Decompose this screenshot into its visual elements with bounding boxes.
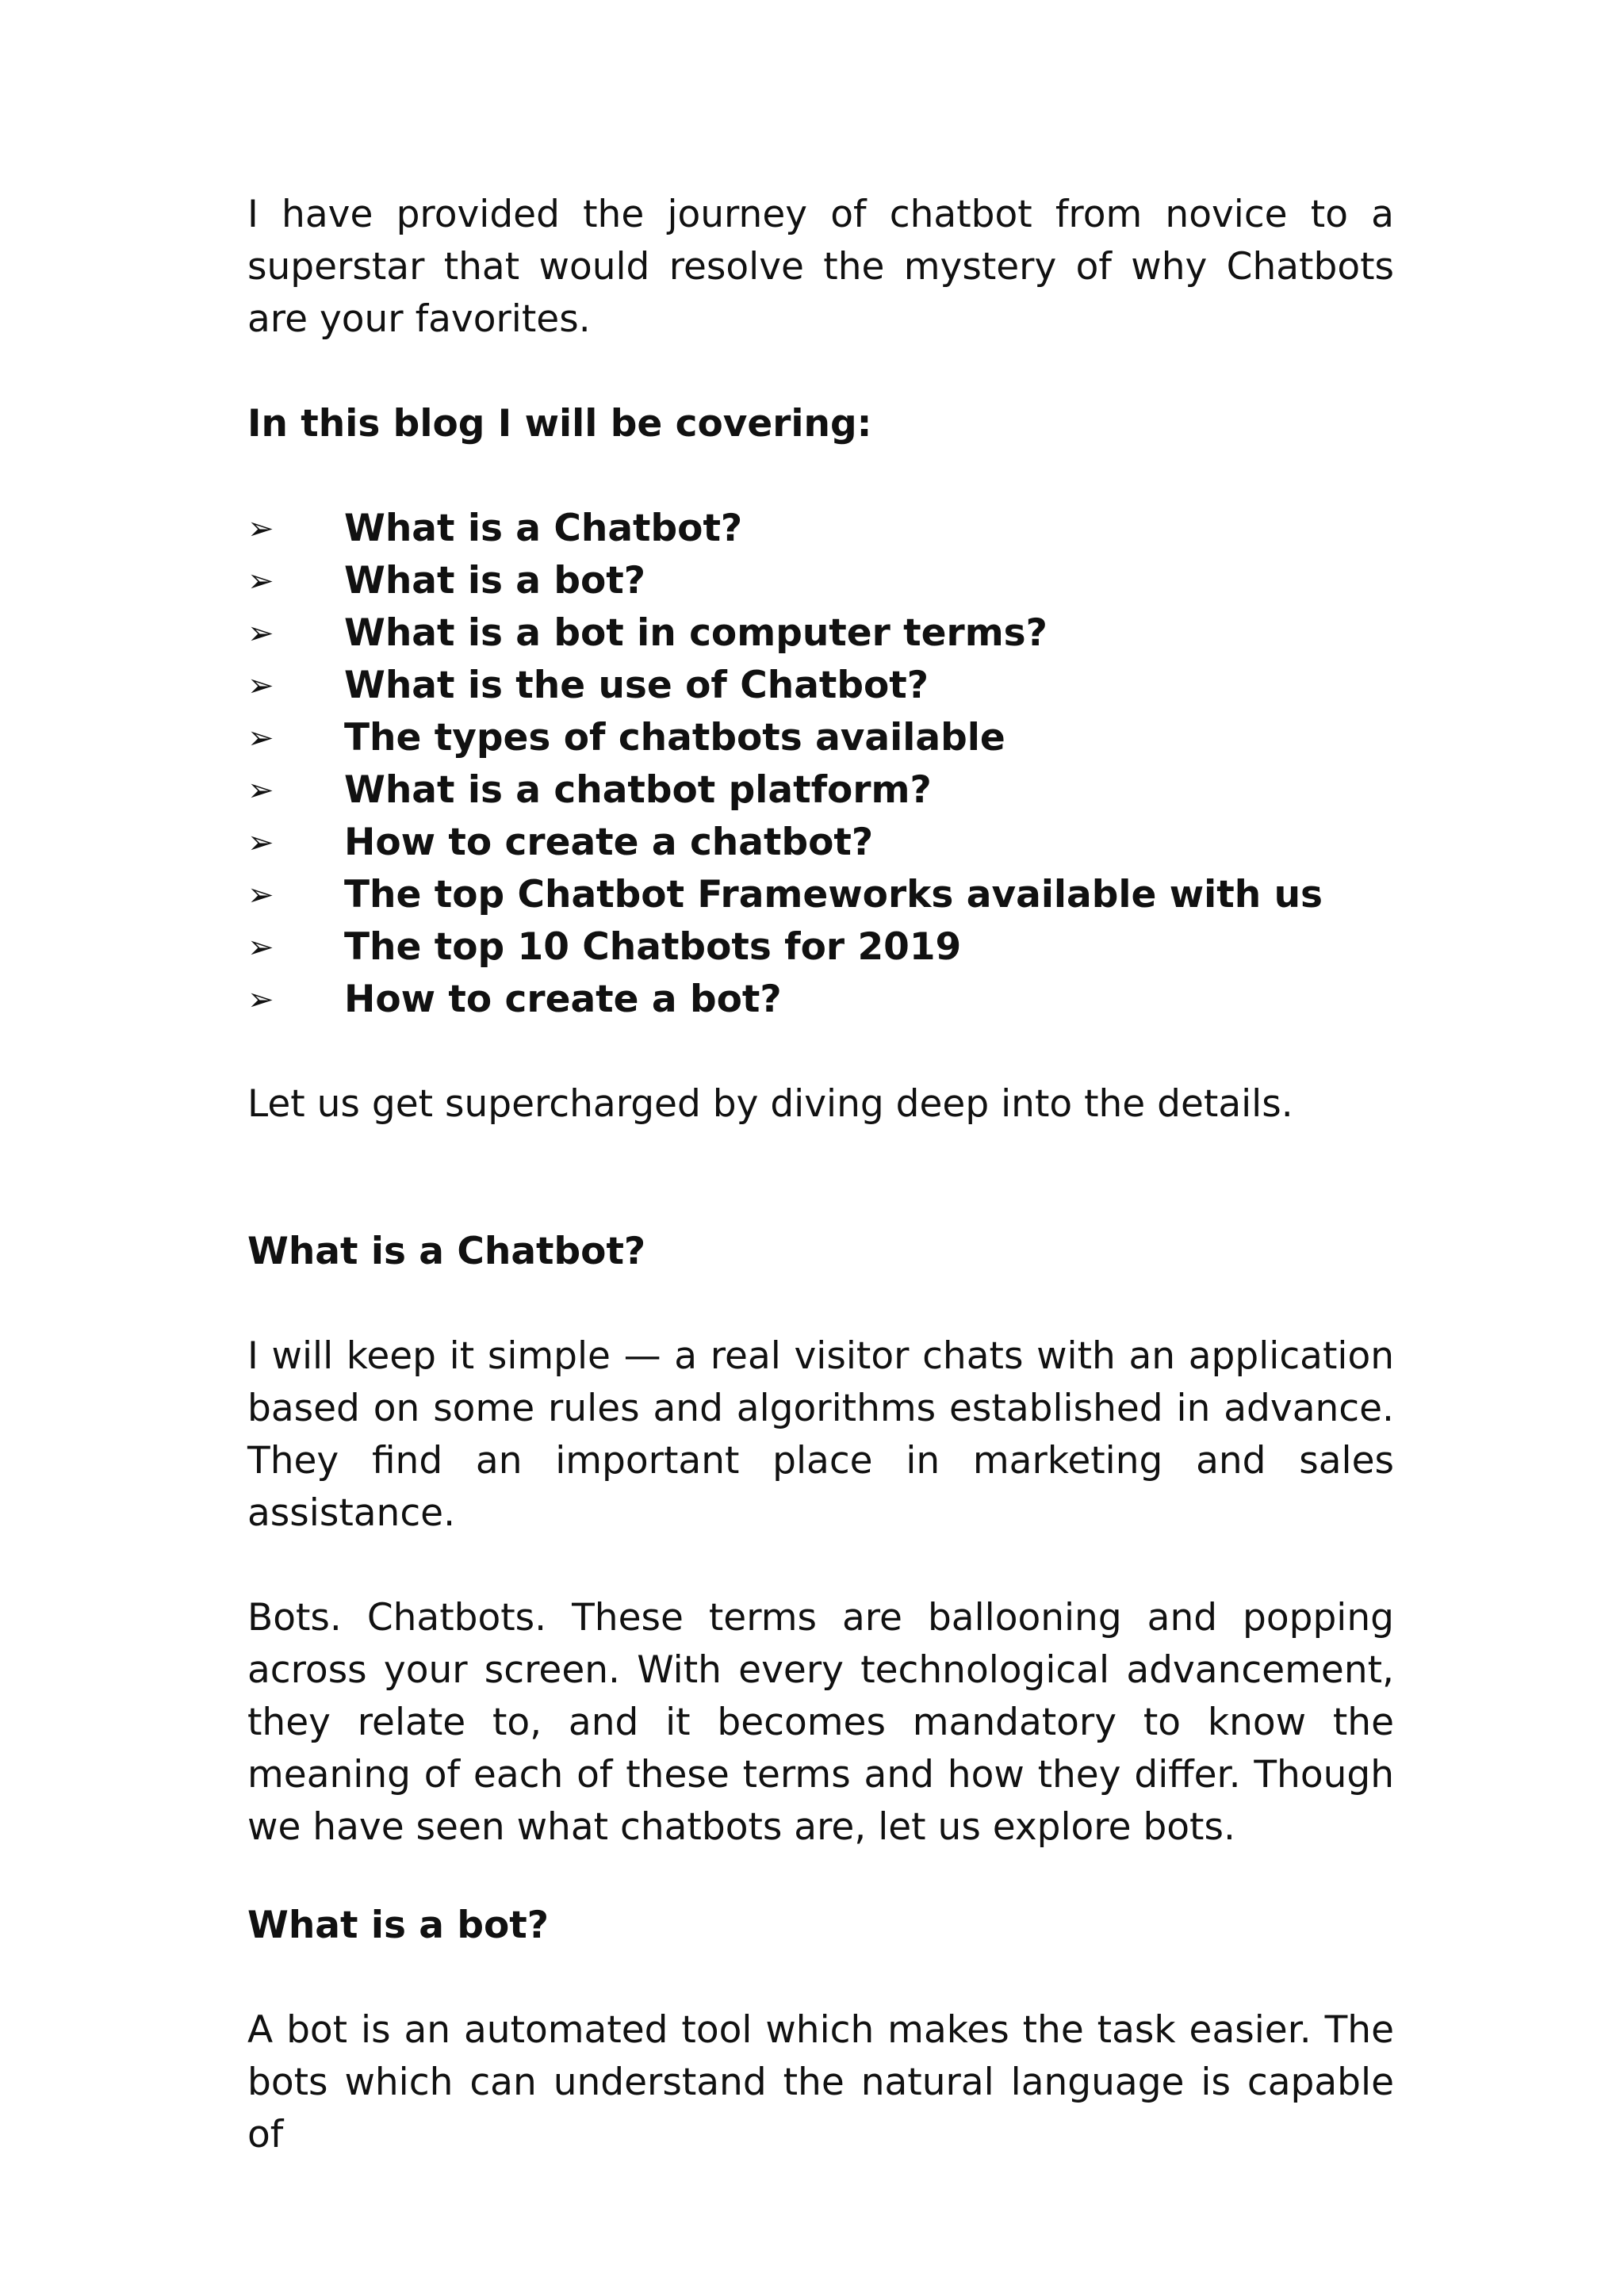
toc-item: [247, 764, 1394, 817]
arrow-bullet-icon: ➢: [247, 615, 274, 652]
spacer: [247, 1540, 1394, 1592]
section-heading-chatbot: What is a Chatbot?: [247, 1230, 646, 1273]
toc-item: [247, 660, 1394, 712]
toc-item-label: What is a chatbot platform?: [344, 768, 932, 812]
toc-list: [247, 503, 1394, 1026]
bot-paragraph: A bot is an automated tool which makes the task easier. The bots which can understand the natural language is capable of: [247, 2008, 1394, 2156]
arrow-bullet-icon: ➢: [247, 772, 274, 809]
toc-item: [247, 869, 1394, 921]
arrow-bullet-icon: ➢: [247, 668, 274, 704]
spacer: [247, 346, 1394, 398]
intro-paragraph: I have provided the journey of chatbot from novice to a superstar that would resolve the mystery of why Chatbots are your favorites.: [247, 193, 1394, 341]
spacer: [247, 1854, 1394, 1900]
toc-item: [247, 607, 1394, 660]
arrow-bullet-icon: ➢: [247, 929, 274, 966]
arrow-bullet-icon: ➢: [247, 511, 274, 547]
chatbot-paragraph-2: Bots. Chatbots. These terms are ballooning and popping across your screen. With every technological advancement, they relate to, and it becomes mandatory to know the meaning of each of these terms and how they differ. Though we have seen what chatbots are, let us explore bots.: [247, 1596, 1394, 1849]
arrow-bullet-icon: ➢: [247, 877, 274, 913]
toc-item-label: The top Chatbot Frameworks available with us: [344, 873, 1323, 916]
toc-item-label: How to create a chatbot?: [344, 821, 874, 864]
toc-item: [247, 817, 1394, 869]
chatbot-paragraph-1: I will keep it simple — a real visitor chats with an application based on some rules and algorithms established in advance. They find an important place in marketing and sales assistance.: [247, 1334, 1394, 1535]
toc-item-label: How to create a bot?: [344, 978, 782, 1021]
toc-item-label: The types of chatbots available: [344, 716, 1005, 760]
spacer: [247, 1026, 1394, 1078]
toc-item-label: What is a Chatbot?: [344, 507, 743, 550]
spacer: [247, 1131, 1394, 1226]
toc-item: [247, 555, 1394, 607]
toc-item-label: What is a bot?: [344, 559, 646, 603]
toc-item: [247, 503, 1394, 555]
spacer: [247, 450, 1394, 503]
document-page: [247, 189, 1394, 2161]
toc-item: [247, 712, 1394, 764]
section-heading-bot: What is a bot?: [247, 1904, 550, 1947]
toc-item-label: What is the use of Chatbot?: [344, 664, 929, 707]
arrow-bullet-icon: ➢: [247, 982, 274, 1018]
toc-item-label: What is a bot in computer terms?: [344, 611, 1048, 655]
toc-item: [247, 921, 1394, 974]
spacer: [247, 1952, 1394, 2004]
arrow-bullet-icon: ➢: [247, 720, 274, 756]
arrow-bullet-icon: ➢: [247, 563, 274, 599]
transition-paragraph: Let us get supercharged by diving deep into the details.: [247, 1082, 1293, 1126]
spacer: [247, 1278, 1394, 1330]
toc-heading: In this blog I will be covering:: [247, 402, 872, 446]
arrow-bullet-icon: ➢: [247, 825, 274, 861]
toc-item-label: The top 10 Chatbots for 2019: [344, 925, 962, 969]
toc-item: [247, 974, 1394, 1026]
